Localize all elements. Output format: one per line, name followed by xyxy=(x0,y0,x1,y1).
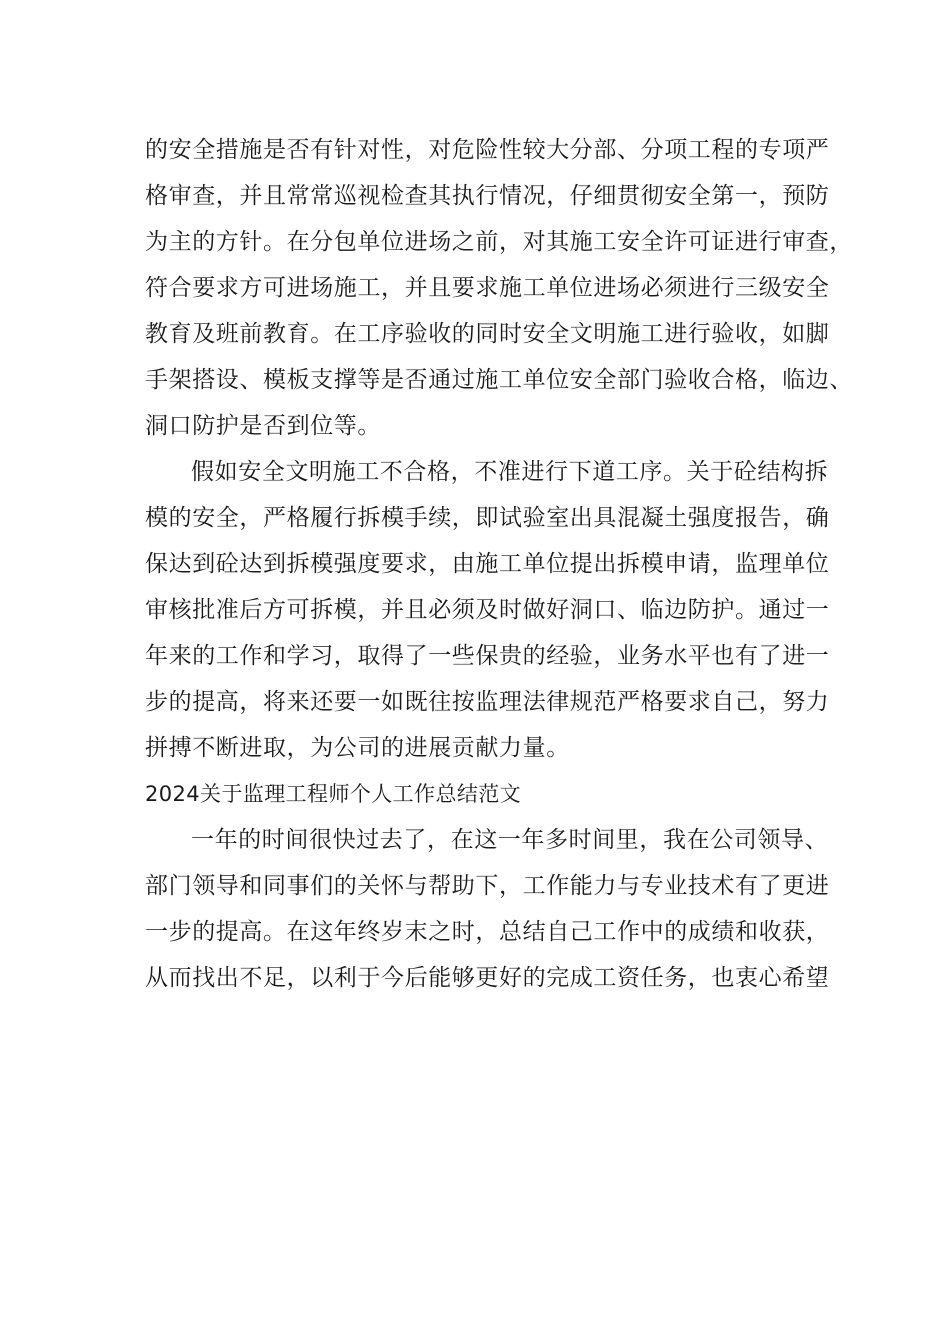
text-line: 从而找出不足，以利于今后能够更好的完成工资任务，也衷心希望 xyxy=(145,965,830,991)
paragraph-year-summary xyxy=(145,817,835,1001)
text-line: 审核批准后方可拆模，并且必须及时做好洞口、临边防护。通过一 xyxy=(145,597,830,623)
text-line: 保达到砼达到拆模强度要求，由施工单位提出拆模申请，监理单位 xyxy=(145,551,830,577)
text-line: 假如安全文明施工不合格，不准进行下道工序。关于砼结构拆 xyxy=(191,459,829,485)
text-line: 手架搭设、模板支撑等是否通过施工单位安全部门验收合格，临边、 xyxy=(145,367,853,393)
text-line: 洞口防护是否到位等。 xyxy=(145,413,381,439)
text-line: 年来的工作和学习，取得了一些保贵的经验，业务水平也有了进一 xyxy=(145,643,830,669)
section-heading: 2024关于监理工程师个人工作总结范文 xyxy=(145,782,522,806)
paragraph-safety-measures xyxy=(145,127,853,449)
text-line: 步的提高，将来还要一如既往按监理法律规范严格要求自己，努力 xyxy=(145,689,830,715)
text-line: 的安全措施是否有针对性，对危险性较大分部、分项工程的专项严 xyxy=(145,137,830,163)
text-line: 教育及班前教育。在工序验收的同时安全文明施工进行验收，如脚 xyxy=(145,321,830,347)
text-line: 模的安全，严格履行拆模手续，即试验室出具混凝土强度报告，确 xyxy=(145,505,830,531)
text-line: 一步的提高。在这年终岁末之时，总结自己工作中的成绩和收获， xyxy=(145,919,830,945)
paragraph-formwork-safety xyxy=(145,449,835,771)
document-body xyxy=(145,127,853,1001)
text-line: 一年的时间很快过去了，在这一年多时间里，我在公司领导、 xyxy=(191,827,829,853)
text-line: 为主的方针。在分包单位进场之前，对其施工安全许可证进行审查， xyxy=(145,229,853,255)
text-line: 格审查，并且常常巡视检查其执行情况，仔细贯彻安全第一，预防 xyxy=(145,183,830,209)
text-line: 符合要求方可进场施工，并且要求施工单位进场必须进行三级安全 xyxy=(145,275,830,301)
text-line: 部门领导和同事们的关怀与帮助下，工作能力与专业技术有了更进 xyxy=(145,873,830,899)
text-line: 拼搏不断进取，为公司的进展贡献力量。 xyxy=(145,735,570,761)
